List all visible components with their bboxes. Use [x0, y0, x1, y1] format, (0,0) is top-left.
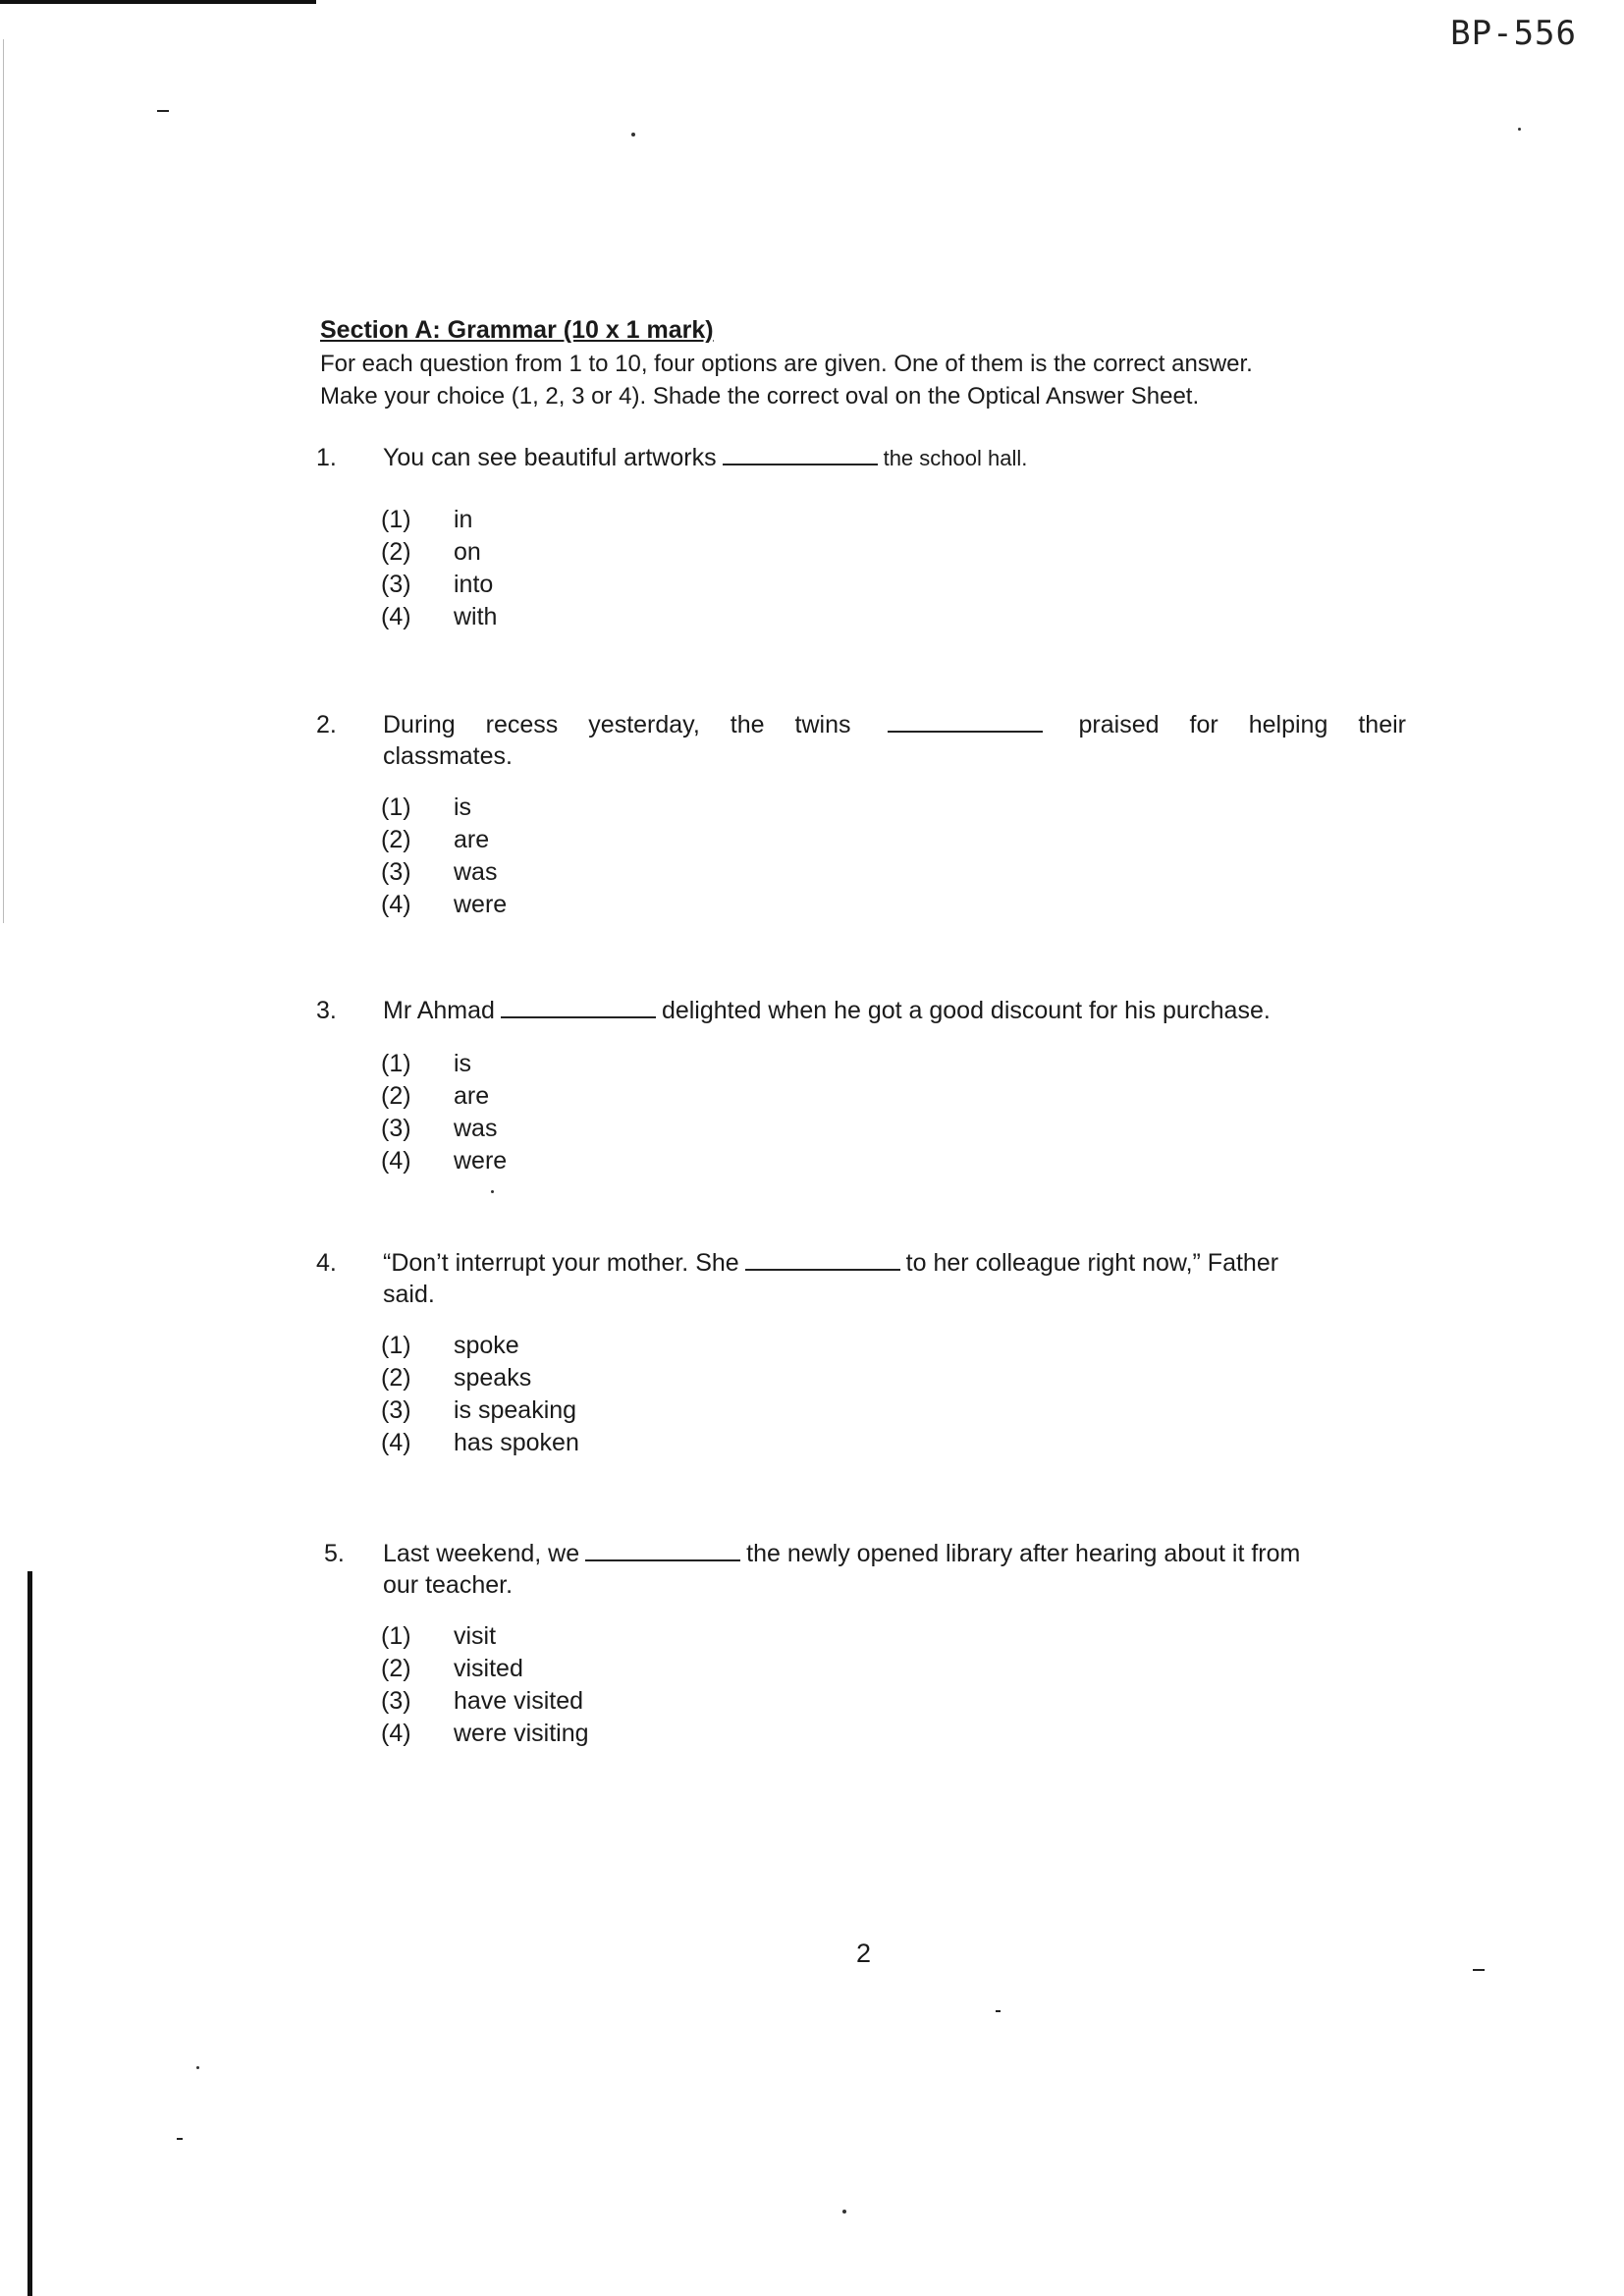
scan-speck	[157, 110, 169, 112]
question-2	[316, 709, 1406, 921]
option-1[interactable]: (1) spoke	[381, 1332, 519, 1359]
answer-blank	[745, 1249, 900, 1271]
page-number: 2	[856, 1939, 872, 1968]
answer-blank	[501, 997, 656, 1018]
question-text-line-2: classmates.	[383, 742, 513, 770]
scan-speck	[1518, 128, 1521, 131]
scan-edge-left-thin	[3, 39, 4, 923]
question-number: 3.	[316, 997, 337, 1024]
option-2[interactable]: (2) are	[381, 1082, 490, 1110]
question-text: “Don’t interrupt your mother. She to her colleague right now,” Father	[383, 1249, 1279, 1277]
question-3	[316, 995, 1406, 1177]
option-3[interactable]: (3) was	[381, 1115, 498, 1142]
option-2[interactable]: (2) speaks	[381, 1364, 532, 1392]
option-1[interactable]: (1) is	[381, 793, 472, 821]
option-4[interactable]: (4) were	[381, 891, 508, 918]
scan-speck	[1473, 1969, 1485, 1971]
options-list	[316, 1620, 1406, 1750]
question-text-line-2: said.	[383, 1281, 435, 1308]
section-instructions	[320, 348, 1400, 412]
answer-blank	[585, 1540, 740, 1561]
question-number: 1.	[316, 444, 337, 471]
scan-speck	[842, 2210, 846, 2214]
option-4[interactable]: (4) with	[381, 603, 498, 630]
option-2[interactable]: (2) are	[381, 826, 490, 853]
question-text: During recess yesterday, the twins praised for helping their	[383, 711, 1406, 738]
options-list	[316, 792, 1406, 921]
question-text: Last weekend, we the newly opened library after hearing about it from	[383, 1540, 1301, 1567]
scan-speck	[177, 2138, 183, 2140]
option-4[interactable]: (4) were visiting	[381, 1720, 589, 1747]
answer-blank	[723, 444, 878, 465]
question-4	[316, 1247, 1406, 1459]
question-1	[316, 442, 1406, 633]
scan-edge-left	[27, 1571, 32, 2296]
option-3[interactable]: (3) is speaking	[381, 1396, 577, 1424]
question-number: 2.	[316, 711, 337, 738]
option-4[interactable]: (4) has spoken	[381, 1429, 579, 1456]
scan-speck	[631, 133, 635, 137]
options-list	[316, 504, 1406, 633]
option-4[interactable]: (4) were	[381, 1147, 508, 1175]
scan-edge-top	[0, 0, 316, 4]
question-number: 4.	[316, 1249, 337, 1277]
question-text-line-2: our teacher.	[383, 1571, 514, 1599]
question-text: You can see beautiful artworks the school hall.	[383, 444, 1028, 471]
option-1[interactable]: (1) visit	[381, 1622, 497, 1650]
scan-speck	[996, 2010, 1001, 2012]
option-3[interactable]: (3) into	[381, 571, 494, 598]
option-3[interactable]: (3) was	[381, 858, 498, 886]
question-text: Mr Ahmad delighted when he got a good discount for his purchase.	[383, 997, 1271, 1024]
option-2[interactable]: (2) on	[381, 538, 481, 566]
scan-speck	[196, 2066, 199, 2069]
instructions-line-1: For each question from 1 to 10, four options are given. One of them is the correct answer.	[320, 351, 1253, 377]
instructions-line-2: Make your choice (1, 2, 3 or 4). Shade the correct oval on the Optical Answer Sheet.	[320, 383, 1200, 410]
answer-blank	[888, 711, 1043, 733]
option-2[interactable]: (2) visited	[381, 1655, 523, 1682]
option-1[interactable]: (1) in	[381, 506, 473, 533]
options-list	[316, 1048, 1406, 1177]
option-1[interactable]: (1) is	[381, 1050, 472, 1077]
scan-speck	[491, 1190, 494, 1193]
section-heading: Section A: Grammar (10 x 1 mark)	[320, 316, 714, 344]
options-list	[316, 1330, 1406, 1459]
document-code: BP-556	[1450, 14, 1577, 53]
question-number: 5.	[324, 1540, 345, 1567]
option-3[interactable]: (3) have visited	[381, 1687, 584, 1715]
question-5	[316, 1538, 1406, 1750]
